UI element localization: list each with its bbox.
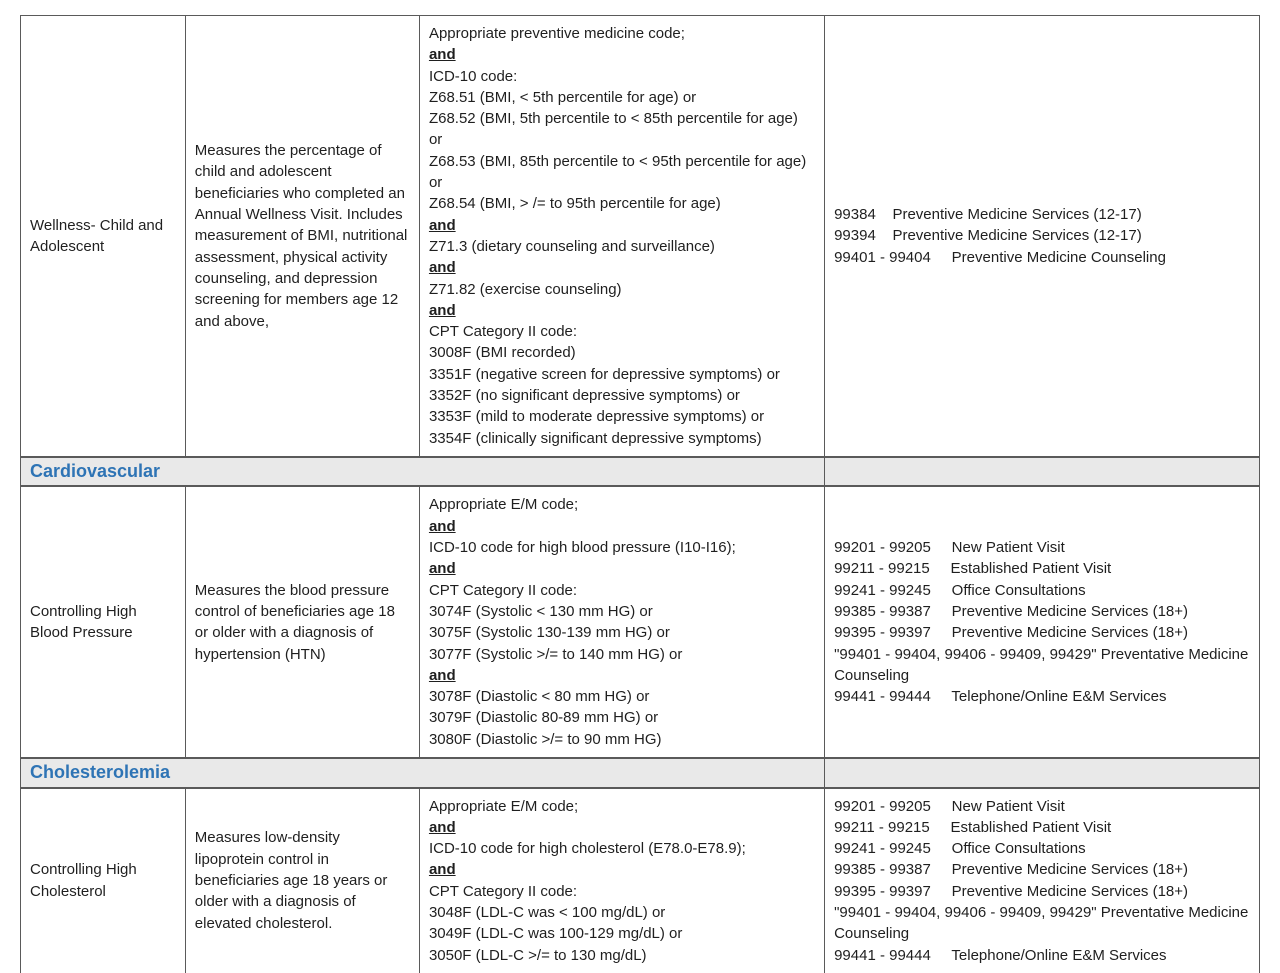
billing-line: 99395 - 99397 Preventive Medicine Services (18+): [834, 882, 1189, 900]
criteria-line: 3353F (mild to moderate depressive symptoms) or: [428, 408, 765, 426]
measure-description-cell: [185, 16, 419, 457]
criteria-line: ICD-10 code for high blood pressure (I10-I16);: [428, 539, 736, 557]
criteria-line: Appropriate preventive medicine code;: [428, 25, 685, 42]
criteria-line: 3049F (LDL-C was 100-129 mg/dL) or: [428, 925, 683, 943]
criteria-line: 3077F (Systolic >/= to 140 mm HG) or: [428, 645, 683, 663]
section-title: Cholesterolemia: [21, 758, 825, 788]
measure-name: Wellness- Child and Adolescent: [30, 216, 164, 255]
section-header-row: [21, 457, 1260, 487]
billing-line: 99211 - 99215 Established Patient Visit: [834, 818, 1112, 836]
billing-line: 99441 - 99444 Telephone/Online E&M Services: [834, 688, 1167, 706]
coding-criteria-cell: [419, 16, 824, 457]
criteria-connector: and: [428, 259, 456, 277]
criteria-line: Z71.82 (exercise counseling): [428, 280, 622, 298]
criteria-line: CPT Category II code:: [428, 581, 578, 599]
measure-name-cell: [21, 16, 186, 457]
criteria-line: ICD-10 code:: [428, 67, 518, 85]
billing-line: 99201 - 99205 New Patient Visit: [834, 797, 1065, 815]
billing-line: 99241 - 99245 Office Consultations: [834, 581, 1086, 599]
billing-line: 99201 - 99205 New Patient Visit: [834, 539, 1065, 557]
criteria-line: 3074F (Systolic < 130 mm HG) or: [428, 602, 653, 620]
billing-line: 99241 - 99245 Office Consultations: [834, 840, 1086, 858]
measure-name: Controlling High Cholesterol: [30, 861, 137, 900]
billing-line: 99395 - 99397 Preventive Medicine Services (18+): [834, 624, 1189, 642]
measure-name-cell: [21, 486, 186, 758]
criteria-connector: and: [428, 46, 456, 64]
criteria-line: Appropriate E/M code;: [428, 797, 579, 815]
criteria-line: 3352F (no significant depressive symptoms) or: [428, 387, 740, 405]
criteria-line: 3078F (Diastolic < 80 mm HG) or: [428, 688, 650, 706]
table-row: [21, 16, 1260, 457]
criteria-line: 3008F (BMI recorded): [428, 344, 576, 362]
table-row: [21, 788, 1260, 973]
table-row: [21, 486, 1260, 758]
criteria-connector: and: [428, 216, 456, 234]
criteria-line: Z68.51 (BMI, < 5th percentile for age) or: [428, 88, 697, 106]
billing-line: 99441 - 99444 Telephone/Online E&M Services: [834, 946, 1167, 964]
billing-line: 99384 Preventive Medicine Services (12-17): [834, 206, 1142, 224]
section-title: Cardiovascular: [21, 457, 825, 487]
criteria-connector: and: [428, 301, 456, 319]
criteria-line: CPT Category II code:: [428, 882, 578, 900]
criteria-line: 3079F (Diastolic 80-89 mm HG) or: [428, 709, 659, 727]
criteria-connector: and: [428, 666, 456, 684]
measure-description: Measures low-density lipoprotein control in beneficiaries age 18 years or older with a diagnosis of elevated cholesterol.: [194, 829, 388, 932]
billing-codes-cell: [825, 788, 1260, 973]
criteria-line: CPT Category II code:: [428, 323, 578, 341]
billing-line: "99401 - 99404, 99406 - 99409, 99429" Preventative Medicine Counseling: [834, 903, 1253, 943]
criteria-line: 3080F (Diastolic >/= to 90 mm HG): [428, 730, 662, 748]
measure-description: Measures the percentage of child and adolescent beneficiaries who completed an Annual Wellness Visit. Includes measurement of BMI, nutritional assessment, physical activity counseling, and depression screening for members age 12 and above,: [194, 142, 408, 330]
criteria-line: 3351F (negative screen for depressive symptoms) or: [428, 365, 780, 383]
billing-line: 99385 - 99387 Preventive Medicine Services (18+): [834, 861, 1189, 879]
section-empty-cell: [825, 457, 1260, 487]
criteria-line: Z68.53 (BMI, 85th percentile to < 95th percentile for age) or: [428, 152, 807, 192]
criteria-line: ICD-10 code for high cholesterol (E78.0-E78.9);: [428, 840, 746, 858]
section-header-row: [21, 758, 1260, 788]
criteria-line: Appropriate E/M code;: [428, 496, 579, 514]
criteria-line: Z68.54 (BMI, > /= to 95th percentile for age): [428, 195, 721, 213]
billing-line: "99401 - 99404, 99406 - 99409, 99429" Preventative Medicine Counseling: [834, 645, 1253, 684]
billing-line: 99394 Preventive Medicine Services (12-17): [834, 227, 1142, 245]
criteria-line: 3354F (clinically significant depressive symptoms): [428, 429, 762, 447]
measure-name-cell: [21, 788, 186, 973]
criteria-connector: and: [428, 861, 456, 879]
billing-codes-cell: [825, 486, 1260, 758]
criteria-connector: and: [428, 517, 456, 535]
criteria-line: Z68.52 (BMI, 5th percentile to < 85th percentile for age) or: [428, 110, 798, 149]
criteria-line: 3050F (LDL-C >/= to 130 mg/dL): [428, 946, 647, 964]
criteria-connector: and: [428, 818, 456, 836]
billing-codes-cell: [825, 16, 1260, 457]
criteria-line: 3048F (LDL-C was < 100 mg/dL) or: [428, 903, 666, 921]
billing-line: 99211 - 99215 Established Patient Visit: [834, 560, 1112, 578]
criteria-connector: and: [428, 560, 456, 578]
coding-criteria-cell: [419, 788, 824, 973]
measure-name: Controlling High Blood Pressure: [30, 602, 137, 642]
criteria-line: Z71.3 (dietary counseling and surveillance): [428, 237, 715, 255]
section-empty-cell: [825, 758, 1260, 788]
quality-measures-table: [20, 15, 1260, 973]
coding-criteria-cell: [419, 486, 824, 758]
measure-description: Measures the blood pressure control of beneficiaries age 18 or older with a diagnosis of hypertension (HTN): [194, 581, 395, 663]
measure-description-cell: [185, 486, 419, 758]
billing-line: 99401 - 99404 Preventive Medicine Counseling: [834, 248, 1166, 266]
criteria-line: 3075F (Systolic 130-139 mm HG) or: [428, 624, 670, 642]
billing-line: 99385 - 99387 Preventive Medicine Services (18+): [834, 602, 1189, 620]
measure-description-cell: [185, 788, 419, 973]
